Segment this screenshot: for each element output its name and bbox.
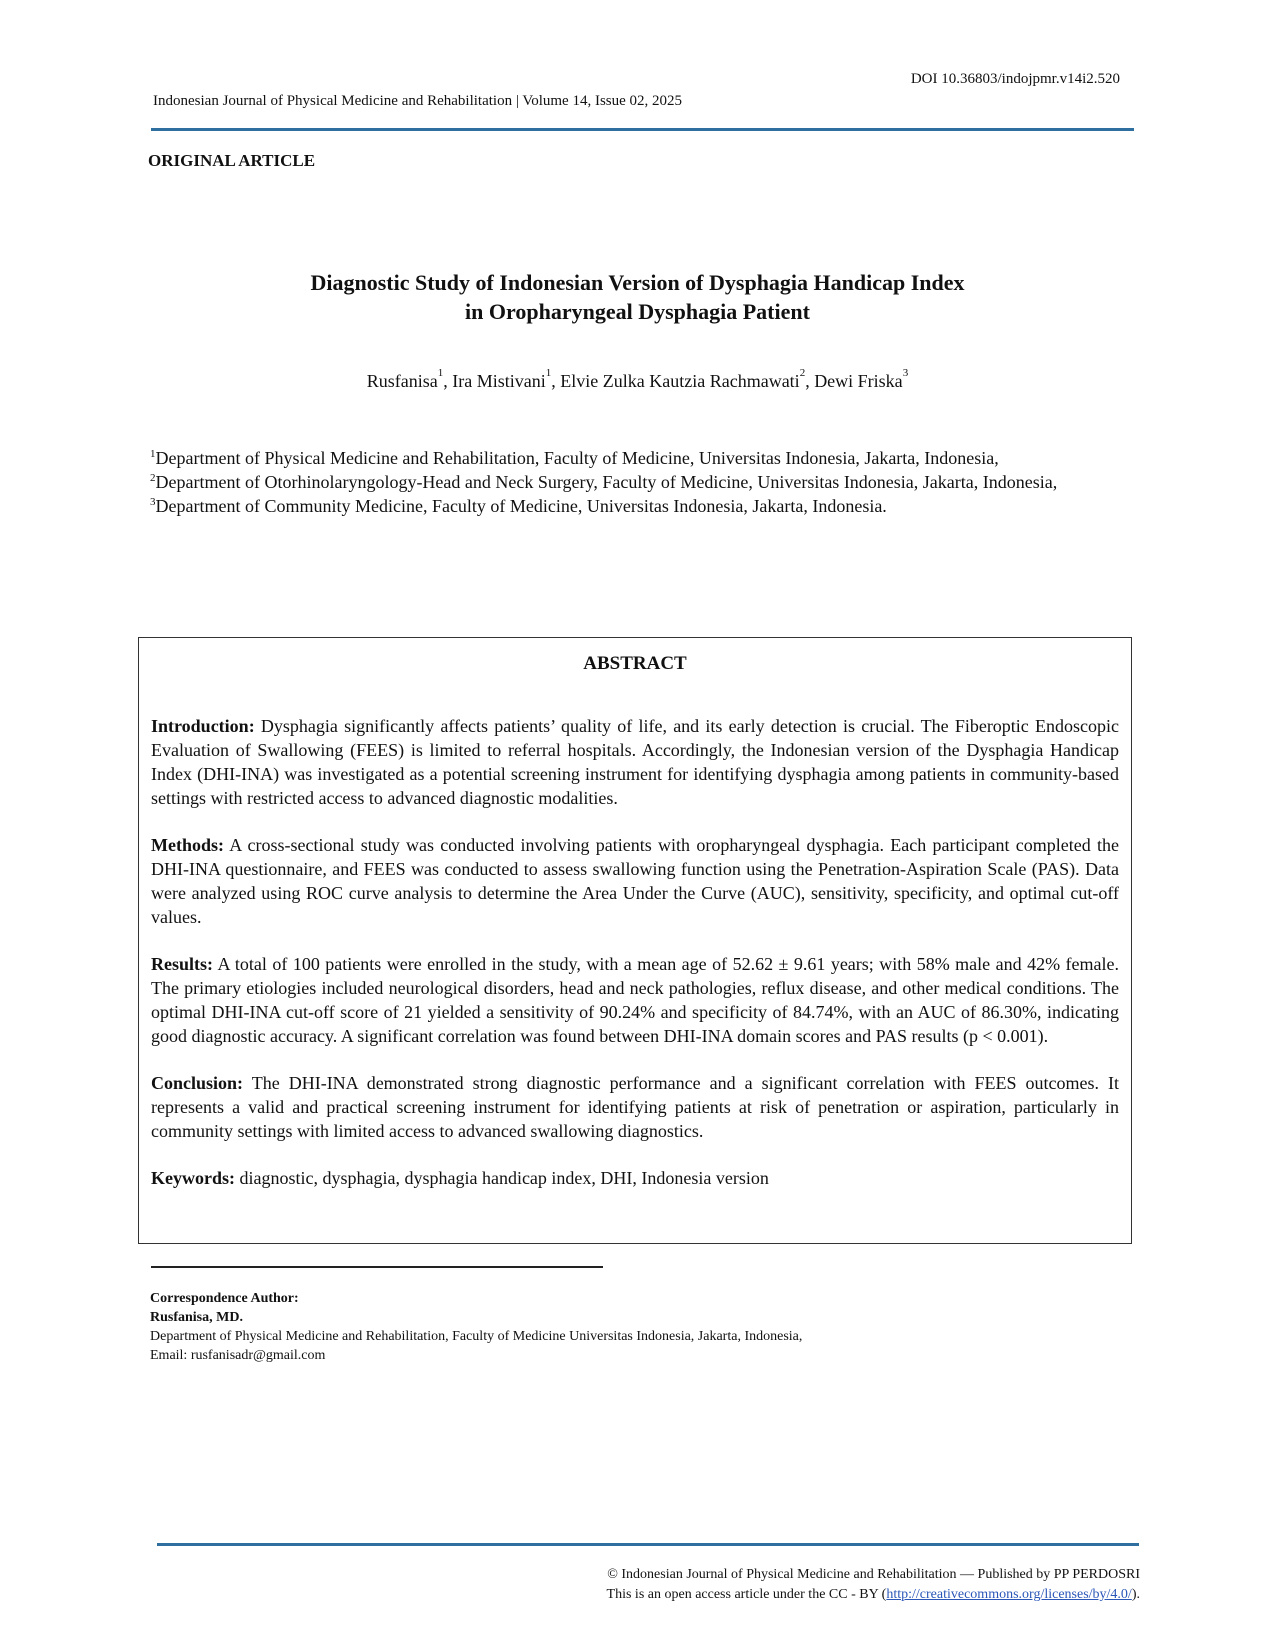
affiliation-number: 2 bbox=[150, 472, 156, 484]
author-affiliation-mark: 1 bbox=[437, 367, 444, 379]
abstract-introduction bbox=[151, 714, 1119, 810]
author-name: Dewi Friska bbox=[814, 371, 903, 391]
correspondence-name: Rusfanisa, MD. bbox=[150, 1310, 243, 1325]
copyright-line: © Indonesian Journal of Physical Medicine and Rehabilitation — Published by PP PERDOSRI bbox=[607, 1567, 1140, 1582]
section-label: Methods: bbox=[151, 835, 224, 855]
author-affiliation-mark: 3 bbox=[902, 367, 909, 379]
title-line-1: Diagnostic Study of Indonesian Version of Dysphagia Handicap Index bbox=[310, 270, 965, 295]
author-name: Rusfanisa bbox=[366, 371, 438, 391]
correspondence-email: Email: rusfanisadr@gmail.com bbox=[150, 1348, 326, 1363]
license-suffix: ). bbox=[1131, 1587, 1140, 1602]
affiliation-item bbox=[150, 470, 1130, 494]
abstract-box bbox=[138, 637, 1132, 1244]
correspondence-affiliation: Department of Physical Medicine and Rehabilitation, Faculty of Medicine Universitas Indonesia, Jakarta, Indonesia, bbox=[150, 1329, 803, 1344]
title-line-2: in Oropharyngeal Dysphagia Patient bbox=[465, 299, 810, 324]
section-text: A cross-sectional study was conducted involving patients with oropharyngeal dysphagia. Each participant completed the DHI-INA questionnaire, and FEES was conducted to assess swallowing function using the Penetration-Aspiration Scale (PAS). Data were analyzed using ROC curve analysis to determine the Area Under the Curve (AUC), sensitivity, specificity, and optimal cut-off values. bbox=[151, 835, 1119, 927]
page-footer bbox=[440, 1565, 1140, 1605]
affiliation-number: 3 bbox=[150, 496, 156, 508]
running-header: Indonesian Journal of Physical Medicine and Rehabilitation | Volume 14, Issue 02, 2025 bbox=[153, 93, 683, 109]
header-rule bbox=[151, 128, 1134, 131]
affiliation-item bbox=[150, 446, 1130, 470]
license-line bbox=[440, 1585, 1140, 1605]
author-affiliation-mark: 2 bbox=[799, 367, 806, 379]
abstract-keywords bbox=[151, 1166, 1119, 1190]
footnote-rule bbox=[151, 1266, 603, 1268]
section-label: Introduction: bbox=[151, 716, 255, 736]
section-text: diagnostic, dysphagia, dysphagia handicap index, DHI, Indonesia version bbox=[239, 1168, 769, 1188]
doi: DOI 10.36803/indojpmr.v14i2.520 bbox=[910, 71, 1120, 87]
affiliation-number: 1 bbox=[150, 448, 156, 460]
correspondence-block bbox=[150, 1289, 802, 1365]
affiliations bbox=[150, 446, 1130, 518]
abstract-conclusion bbox=[151, 1071, 1119, 1143]
section-text: The DHI-INA demonstrated strong diagnostic performance and a significant correlation with FEES outcomes. It represents a valid and practical screening instrument for identifying patients at risk of penetration or aspiration, particularly in community settings with limited access to advanced swallowing diagnostics. bbox=[151, 1073, 1119, 1141]
author-separator: , bbox=[551, 371, 561, 391]
abstract-body bbox=[151, 714, 1119, 1213]
section-label: Conclusion: bbox=[151, 1073, 244, 1093]
section-label: Results: bbox=[151, 954, 213, 974]
affiliation-item bbox=[150, 494, 1130, 518]
section-text: A total of 100 patients were enrolled in the study, with a mean age of 52.62 ± 9.61 years; with 58% male and 42% female. The primary etiologies included neurological disorders, head and neck pathologies, reflux disease, and other medical conditions. The optimal DHI-INA cut-off score of 21 yielded a sensitivity of 90.24% and specificity of 84.74%, with an AUC of 86.30%, indicating good diagnostic accuracy. A significant correlation was found between DHI-INA domain scores and PAS results (p < 0.001). bbox=[151, 954, 1119, 1046]
author-separator: , bbox=[443, 371, 453, 391]
footer-rule bbox=[157, 1543, 1139, 1546]
author-name: Ira Mistivani bbox=[452, 371, 546, 391]
section-label: Keywords: bbox=[151, 1168, 235, 1188]
affiliation-text: Department of Otorhinolaryngology-Head and Neck Surgery, Faculty of Medicine, Universitas Indonesia, Jakarta, Indonesia, bbox=[155, 472, 1058, 492]
author-name: Elvie Zulka Kautzia Rachmawati bbox=[560, 371, 800, 391]
abstract-results bbox=[151, 952, 1119, 1048]
correspondence-label: Correspondence Author: bbox=[150, 1291, 299, 1306]
article-title bbox=[0, 268, 1275, 326]
author-separator: , bbox=[805, 371, 815, 391]
section-text: Dysphagia significantly affects patients’ quality of life, and its early detection is crucial. The Fiberoptic Endoscopic Evaluation of Swallowing (FEES) is limited to referral hospitals. Accordingly, the Indonesian version of the Dysphagia Handicap Index (DHI-INA) was investigated as a potential screening instrument for identifying dysphagia among patients in community-based settings with restricted access to advanced diagnostic modalities. bbox=[151, 716, 1120, 808]
license-prefix: This is an open access article under the CC - BY ( bbox=[606, 1587, 887, 1602]
author-affiliation-mark: 1 bbox=[545, 367, 552, 379]
license-link[interactable]: http://creativecommons.org/licenses/by/4.0/ bbox=[886, 1587, 1132, 1602]
affiliation-text: Department of Community Medicine, Faculty of Medicine, Universitas Indonesia, Jakarta, Indonesia. bbox=[155, 496, 887, 516]
abstract-heading: ABSTRACT bbox=[583, 653, 687, 674]
article-type: ORIGINAL ARTICLE bbox=[148, 151, 316, 170]
abstract-methods bbox=[151, 833, 1119, 929]
affiliation-text: Department of Physical Medicine and Rehabilitation, Faculty of Medicine, Universitas Indonesia, Jakarta, Indonesia, bbox=[155, 448, 999, 468]
author-list bbox=[0, 367, 1275, 392]
